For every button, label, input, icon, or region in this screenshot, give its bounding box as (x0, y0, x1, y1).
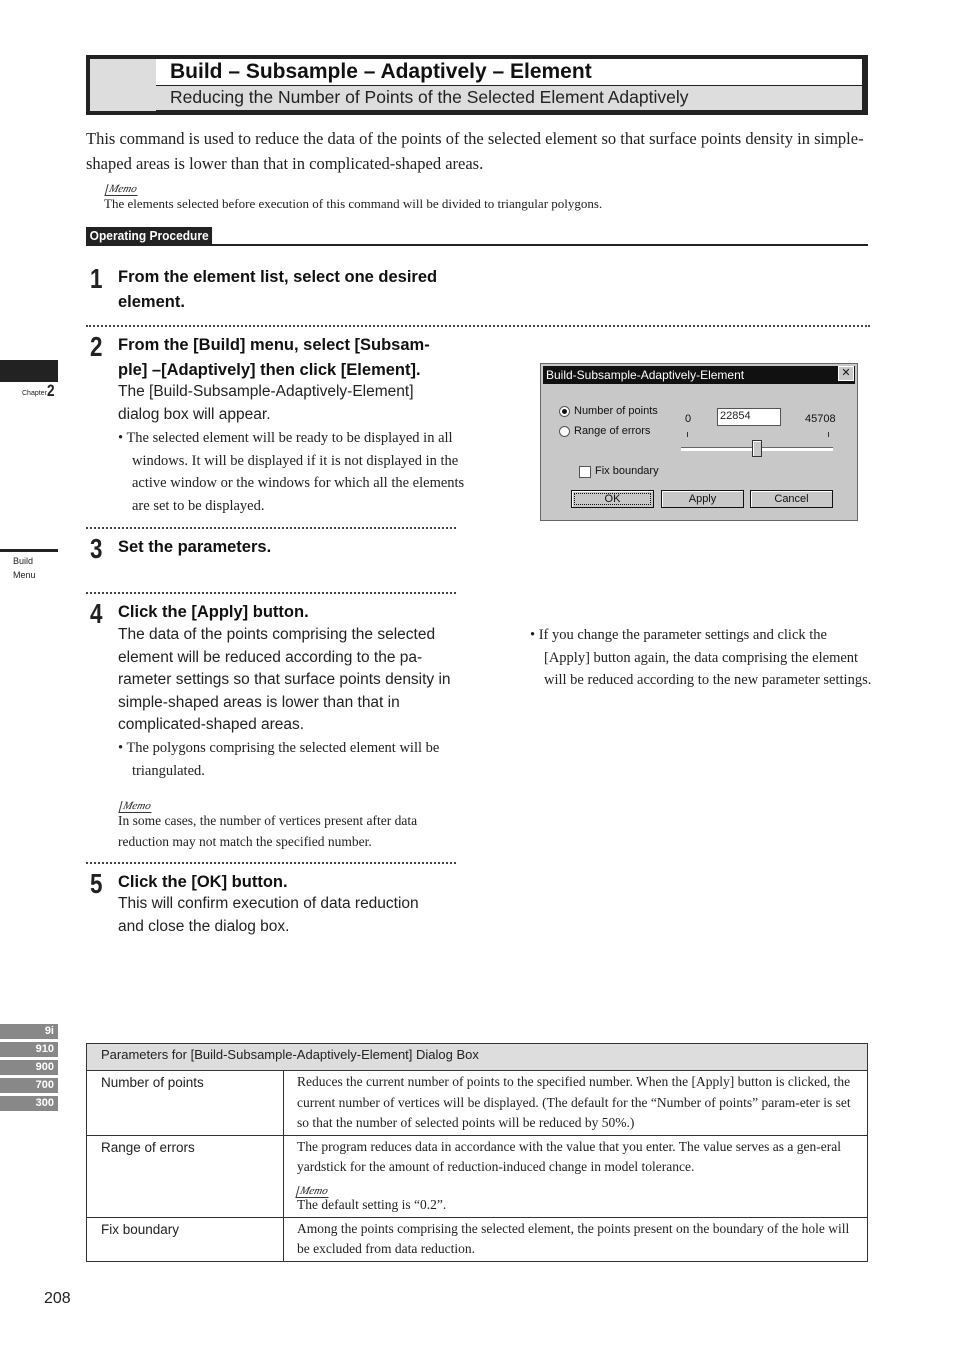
operating-procedure-label: Operating Procedure (86, 227, 212, 245)
page-number: 208 (44, 1290, 71, 1307)
step-1-number: 1 (90, 263, 103, 294)
section-rule (0, 549, 58, 552)
step-4-body: The data of the points comprising the selected element will be reduced according to the pa-rameter settings so that surface points density in simple-shaped areas is lower than that in complicated-shaped areas. (118, 626, 451, 733)
radio-number-of-points[interactable] (559, 406, 570, 417)
param-name: Fix boundary (87, 1217, 284, 1261)
step-1-title: From the element list, select one desired element. (118, 268, 438, 311)
model-tag: 300 (0, 1096, 58, 1111)
table-header: Parameters for [Build-Subsample-Adaptively-Element] Dialog Box (87, 1044, 868, 1071)
step-4-title: Click the [Apply] button. (118, 603, 309, 621)
cancel-button[interactable]: Cancel (750, 490, 833, 508)
operating-procedure-bar (86, 227, 868, 246)
step-4-side-bullet: • If you change the parameter settings and click the [Apply] button again, the data comprising the element will be reduced according to the new parameter settings. (530, 627, 872, 688)
step-5-body: This will confirm execution of data reduction and close the dialog box. (118, 895, 419, 935)
fix-boundary-checkbox[interactable] (579, 466, 591, 478)
param-desc: Reduces the current number of points to the specified number. When the [Apply] button is clicked, the current number of vertices will be displayed. (The default for the “Number of points” param-eter is set so that the number of selected points will be reduced by 50%.) (284, 1071, 868, 1136)
model-tag: 900 (0, 1060, 58, 1075)
table-row (87, 1217, 868, 1261)
slider-tick (687, 432, 688, 437)
param-desc: The program reduces data in accordance with the value that you enter. The value serves as a gen-eral yardstick for the amount of reduction-induced change in model tolerance. (297, 1138, 842, 1174)
step-5-title: Click the [OK] button. (118, 873, 288, 891)
chapter-number: 2 (46, 381, 55, 400)
apply-button[interactable]: Apply (661, 490, 744, 508)
param-name: Range of errors (87, 1135, 284, 1217)
intro-memo: The elements selected before execution of this command will be divided to triangular polygons. (104, 196, 603, 211)
step-2-number: 2 (90, 331, 103, 362)
step-3-number: 3 (90, 533, 103, 564)
section-header (86, 55, 868, 115)
divider (86, 325, 870, 327)
dialog-window (540, 363, 858, 521)
page-subtitle: Reducing the Number of Points of the Selected Element Adaptively (156, 86, 862, 110)
section-label-line2: Menu (13, 570, 36, 580)
radio-range-of-errors[interactable] (559, 426, 570, 437)
memo-icon: Memo (120, 796, 153, 814)
divider (86, 527, 456, 529)
param-memo: The default setting is “0.2”. (297, 1196, 447, 1212)
value-input[interactable]: 22854 (717, 408, 781, 426)
slider-tick (828, 432, 829, 437)
parameters-table (86, 1043, 868, 1262)
table-row (87, 1135, 868, 1217)
memo-icon: Memo (297, 1178, 853, 1195)
model-tag: 9i (0, 1024, 58, 1039)
step-2-body: The [Build-Subsample-Adaptively-Element] dialog box will appear. (118, 383, 414, 423)
param-desc: Among the points comprising the selected element, the points present on the boundary of the hole will be excluded from data reduction. (284, 1217, 868, 1261)
chapter-label: Chapter (22, 390, 47, 397)
slider-thumb[interactable] (752, 440, 762, 457)
slider-max-label: 45708 (805, 413, 836, 425)
section-label-line1: Build (13, 556, 34, 566)
fix-boundary-label: Fix boundary (595, 465, 659, 477)
dialog-title: Build-Subsample-Adaptively-Element (543, 366, 855, 384)
chapter-tab (0, 360, 58, 382)
page-title: Build – Subsample – Adaptively – Element (156, 59, 862, 85)
model-tag: 700 (0, 1078, 58, 1093)
param-desc-cell (284, 1135, 868, 1217)
model-tag: 910 (0, 1042, 58, 1057)
step-2-title: From the [Build] menu, select [Subsam-ple] –[Adaptively] then click [Element]. (118, 336, 430, 379)
param-name: Number of points (87, 1071, 284, 1136)
step-4-number: 4 (90, 598, 103, 629)
step-4-bullet: • The polygons comprising the selected element will be triangulated. (118, 740, 440, 779)
radio-number-of-points-label: Number of points (574, 405, 658, 417)
header-marker (90, 59, 156, 111)
step-5-number: 5 (90, 868, 103, 899)
close-icon[interactable]: ✕ (838, 366, 854, 381)
ok-button[interactable]: OK (571, 490, 654, 508)
step-4-memo: In some cases, the number of vertices present after data reduction may not match the specified number. (118, 813, 418, 849)
radio-range-of-errors-label: Range of errors (574, 425, 651, 437)
table-row (87, 1071, 868, 1136)
step-3-title: Set the parameters. (118, 538, 272, 556)
intro-text: This command is used to reduce the data of the points of the selected element so that surface points density in simple-shaped areas is lower than that in complicated-shaped areas. (86, 129, 864, 173)
memo-icon: Memo (106, 179, 139, 197)
step-2-bullet: • The selected element will be ready to be displayed in all windows. It will be displayed if it is not displayed in the active window or the windows for which all the elements are set to be displayed. (118, 430, 465, 514)
divider (86, 592, 456, 594)
slider-min-label: 0 (685, 413, 692, 425)
divider (86, 862, 456, 864)
